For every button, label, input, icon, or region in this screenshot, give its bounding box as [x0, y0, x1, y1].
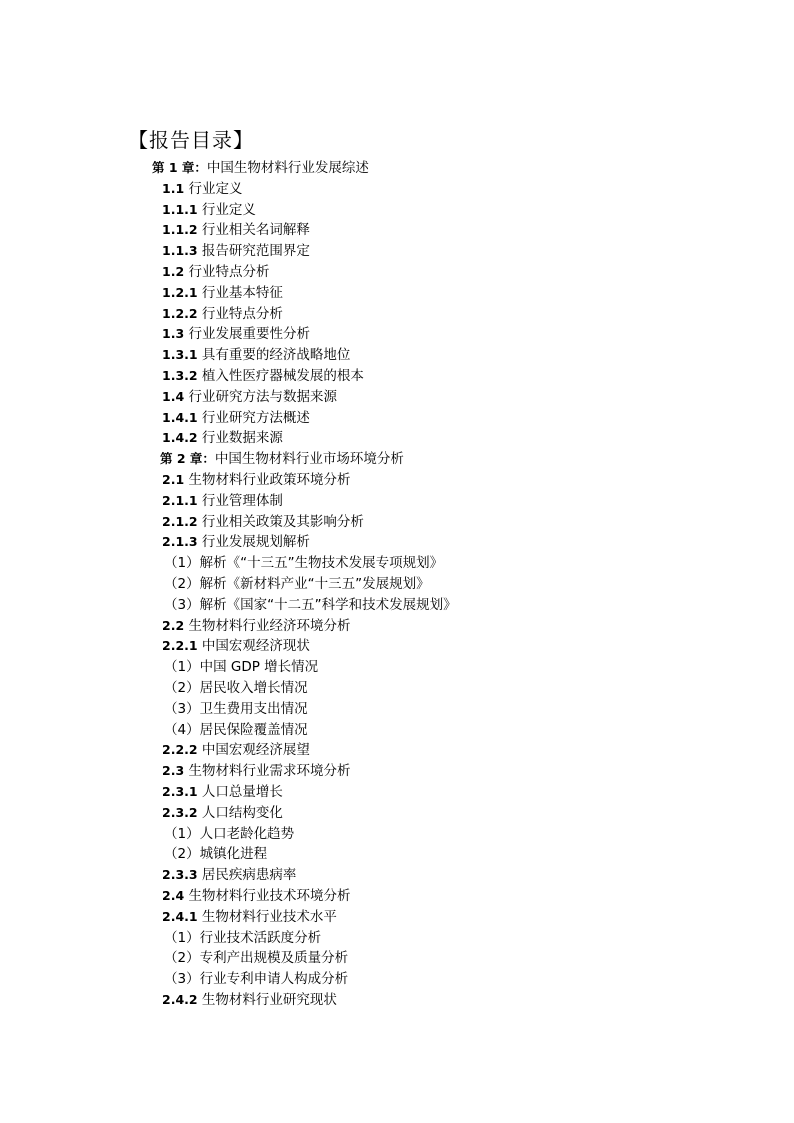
- toc-entry: [164, 720, 308, 741]
- toc-entry-number: 1.2.2: [162, 305, 198, 321]
- toc-entry-text: 行业发展规划解析: [197, 534, 310, 551]
- toc-entry-text: 具有重要的经济战略地位: [197, 347, 351, 364]
- toc-entry: [162, 865, 296, 886]
- toc-entry-number: 1.1: [162, 180, 185, 196]
- toc-entry-text: 居民疾病患病率: [197, 867, 297, 884]
- toc-entry-text: 生物材料行业政策环境分析: [184, 472, 351, 488]
- toc-entry: [162, 990, 337, 1011]
- toc-entry-text: 人口总量增长: [197, 784, 283, 800]
- toc-entry-number: 2.1.3: [162, 534, 198, 550]
- toc-entry-number: 1.1.1: [162, 201, 198, 217]
- toc-entry-text: 中国宏观经济现状: [197, 638, 310, 655]
- toc-entry: [164, 824, 294, 845]
- toc-entry-number: 2.2.1: [162, 638, 198, 654]
- toc-entry-number: 1.2.1: [162, 284, 198, 300]
- toc-entry: [162, 636, 310, 657]
- toc-entry-number: 1.4.1: [162, 409, 198, 425]
- toc-entry: [162, 262, 269, 283]
- toc-entry: [164, 595, 457, 616]
- toc-entry-text: 中国宏观经济展望: [197, 742, 310, 759]
- toc-entry: [162, 886, 350, 907]
- toc-entry: [162, 532, 310, 553]
- toc-entry: [162, 470, 350, 491]
- toc-entry: [162, 428, 283, 449]
- toc-entry-number: 1.4.2: [162, 430, 198, 446]
- toc-entry-number: 1.3.2: [162, 368, 198, 383]
- toc-entry: [162, 907, 337, 928]
- toc-entry-text: 生物材料行业技术环境分析: [184, 888, 351, 904]
- toc-entry-text: 报告研究范围界定: [197, 243, 310, 260]
- toc-entry-text: 行业定义: [197, 201, 256, 218]
- toc-entry-text: 行业发展重要性分析: [184, 326, 310, 343]
- toc-entry-number: 2.3.2: [162, 804, 198, 820]
- toc-entry-text: 行业相关政策及其影响分析: [197, 513, 364, 530]
- toc-entry: [162, 179, 242, 200]
- toc-entry-text: 中国生物材料行业发展综述: [206, 160, 369, 176]
- toc-entry-text: 生物材料行业研究现状: [197, 992, 337, 1008]
- toc-entry-text: （2）居民收入增长情况: [164, 680, 308, 696]
- toc-entry-number: 1.3: [162, 326, 185, 342]
- toc-entry-text: 生物材料行业经济环境分析: [184, 617, 351, 634]
- toc-entry-number: 1.2: [162, 264, 185, 279]
- toc-entry-number: 2.4: [162, 888, 185, 903]
- toc-entry: [164, 699, 308, 720]
- toc-entry-number: 第 1 章：: [152, 160, 207, 175]
- toc-entry-text: （1）行业技术活跃度分析: [164, 929, 322, 946]
- toc-entry-text: 人口结构变化: [197, 804, 283, 821]
- toc-entry: [162, 220, 310, 241]
- toc-entry: [162, 304, 283, 325]
- toc-entry-number: 2.1: [162, 472, 185, 487]
- toc-entry-number: 2.4.1: [162, 908, 198, 924]
- toc-entry-number: 2.1.1: [162, 492, 198, 508]
- toc-entry-text: 中国生物材料行业市场环境分析: [214, 451, 404, 468]
- toc-entry: [164, 969, 348, 990]
- toc-entry-text: （3）行业专利申请人构成分析: [164, 971, 349, 988]
- toc-entry-number: 1.1.3: [162, 243, 198, 259]
- toc-entry-text: 植入性医疗器械发展的根本: [197, 368, 364, 384]
- toc-entry-text: （1）中国 GDP 增长情况: [164, 659, 319, 676]
- toc-entry-number: 第 2 章：: [160, 451, 215, 467]
- toc-entry: [164, 553, 443, 574]
- toc-entry: [162, 324, 310, 345]
- toc-entry: [162, 740, 310, 761]
- toc-entry: [164, 657, 318, 678]
- toc-entry-number: 2.2: [162, 617, 185, 633]
- toc-entry-text: 行业研究方法与数据来源: [184, 388, 337, 405]
- toc-entry: [164, 574, 430, 595]
- toc-entry: [164, 678, 308, 699]
- toc-entry: [162, 803, 283, 824]
- toc-entry-text: （3）卫生费用支出情况: [164, 700, 308, 717]
- toc-entry: [162, 345, 350, 366]
- toc-entry: [164, 844, 267, 865]
- toc-entry: [162, 241, 310, 262]
- toc-entry-number: 2.3: [162, 763, 185, 779]
- toc-entry: [152, 158, 369, 179]
- toc-entry-text: 行业研究方法概述: [197, 409, 310, 426]
- toc-entry: [162, 782, 283, 803]
- toc-entry: [164, 948, 348, 969]
- toc-entry-text: 行业基本特征: [197, 284, 283, 301]
- toc-entry-text: （1）解析《“十三五”生物技术发展专项规划》: [164, 555, 444, 572]
- toc-entry: [162, 512, 364, 533]
- toc-entry-text: （4）居民保险覆盖情况: [164, 721, 308, 738]
- toc-entry-text: （1）人口老龄化趋势: [164, 825, 295, 842]
- toc-entry: [162, 283, 283, 304]
- toc-entry: [162, 491, 283, 512]
- toc-entry-text: 生物材料行业技术水平: [197, 908, 337, 925]
- toc-entry-text: 行业特点分析: [184, 264, 270, 280]
- toc-entry: [162, 200, 256, 221]
- toc-entry: [160, 449, 404, 470]
- toc-entry-number: 2.3.3: [162, 867, 198, 883]
- toc-entry-text: 生物材料行业需求环境分析: [184, 763, 351, 780]
- toc-entry: [162, 387, 337, 408]
- toc-entry-number: 1.4: [162, 388, 185, 404]
- toc-entry-text: 行业定义: [184, 180, 243, 197]
- toc-entry-text: （2）专利产出规模及质量分析: [164, 950, 349, 967]
- toc-entry: [164, 928, 321, 949]
- toc-entry-text: 行业特点分析: [197, 305, 283, 322]
- toc-entry-number: 2.3.1: [162, 784, 198, 799]
- toc-entry-number: 1.3.1: [162, 347, 198, 363]
- page-title: 【报告目录】: [128, 128, 254, 152]
- toc-entry-number: 2.1.2: [162, 513, 198, 529]
- toc-entry-text: 行业数据来源: [197, 430, 283, 447]
- toc-entry: [162, 366, 364, 387]
- toc-entry: [162, 616, 350, 637]
- toc-entry-text: （2）解析《新材料产业“十三五”发展规划》: [164, 576, 430, 592]
- toc-entry-number: 1.1.2: [162, 222, 198, 238]
- toc-entry: [162, 761, 350, 782]
- toc-entry: [162, 408, 310, 429]
- toc-entry-text: 行业相关名词解释: [197, 222, 310, 239]
- toc-entry-number: 2.2.2: [162, 742, 198, 758]
- toc-entry-number: 2.4.2: [162, 992, 198, 1007]
- toc-entry-text: （3）解析《国家“十二五”科学和技术发展规划》: [164, 596, 457, 613]
- toc-entry-text: 行业管理体制: [197, 492, 283, 509]
- toc-entry-text: （2）城镇化进程: [164, 846, 268, 863]
